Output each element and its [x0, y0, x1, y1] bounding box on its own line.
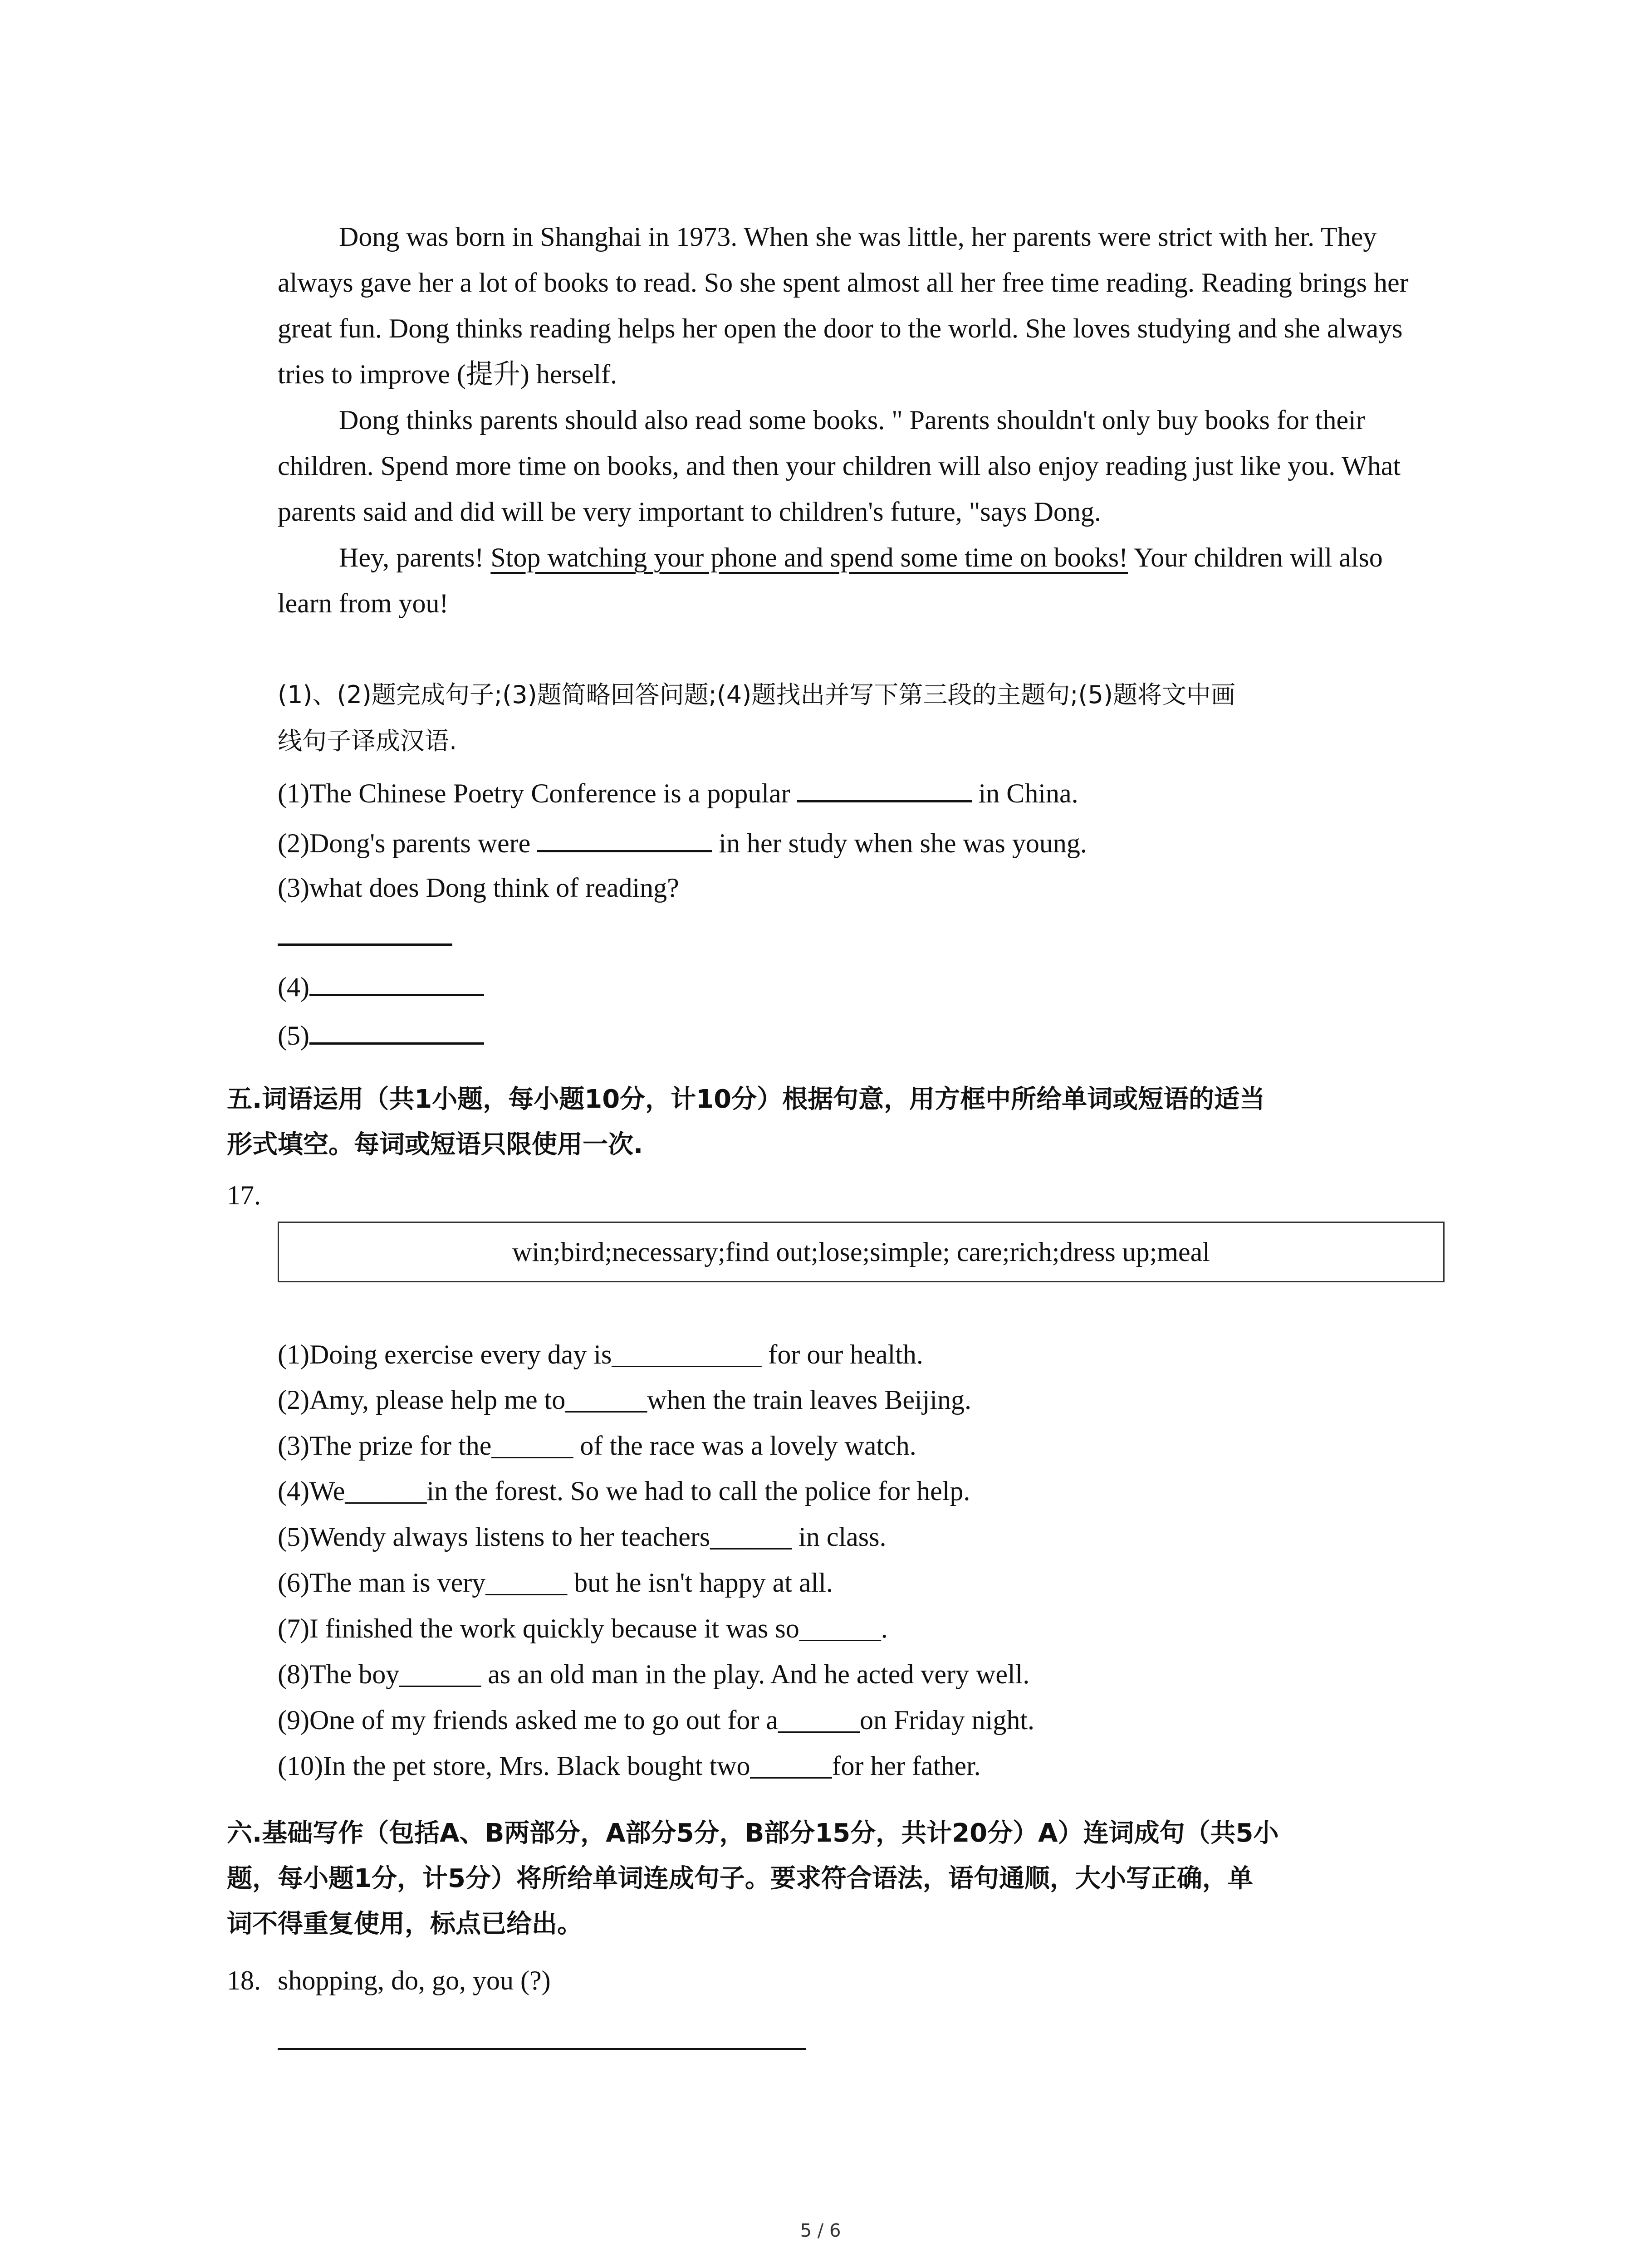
- q17-item-1: (1)Doing exercise every day is___________ for our health.: [278, 1339, 923, 1369]
- question-18-number: 18.: [227, 1965, 261, 1995]
- underlined-sentence: Stop watching your phone and spend some time on books!: [490, 543, 1128, 572]
- section-5-heading-line-1: 五.词语运用（共1小题，每小题10分，计10分）根据句意，用方框中所给单词或短语的适当: [227, 1085, 1265, 1114]
- section-6-heading-line-1: 六.基础写作（包括A、B两部分，A部分5分，B部分15分，共计20分）A）连词成句（共5小: [227, 1818, 1279, 1848]
- q17-item-4: (4)We______in the forest. So we had to call the police for help.: [278, 1476, 970, 1506]
- section-6-heading-line-3: 词不得重复使用，标点已给出。: [227, 1909, 583, 1939]
- q16-item-3-answer-line[interactable]: [278, 943, 452, 946]
- q17-item-8: (8)The boy______ as an old man in the play. And he acted very well.: [278, 1659, 1030, 1689]
- passage-paragraph-2: Dong thinks parents should also read some books. " Parents shouldn't only buy books for their children. Spend more time on books, and then your children will also enjoy reading just like you. What parents said and did will be very important to children's future, "says Dong.: [278, 405, 1401, 527]
- section-5-heading-line-2: 形式填空。每词或短语只限使用一次.: [227, 1130, 643, 1159]
- q16-item-1: (1)The Chinese Poetry Conference is a popular in China.: [278, 769, 1078, 816]
- q16-item-3: (3)what does Dong think of reading?: [278, 873, 679, 903]
- section-6-heading-line-2: 题，每小题1分，计5分）将所给单词连成句子。要求符合语法，语句通顺，大小写正确，单: [227, 1864, 1253, 1893]
- answer-blank[interactable]: [797, 769, 972, 802]
- q17-item-3: (3)The prize for the______ of the race was a lovely watch.: [278, 1431, 916, 1461]
- q16-item-2: (2)Dong's parents were in her study when she was young.: [278, 819, 1087, 866]
- word-bank-box: [278, 1222, 1445, 1282]
- question-18-text: shopping, do, go, you (?): [278, 1965, 551, 1995]
- answer-blank[interactable]: [309, 1012, 484, 1045]
- q16-instruction-line-1: (1)、(2)题完成句子;(3)题简略回答问题;(4)题找出并写下第三段的主题句;(5)题将文中画: [278, 680, 1236, 709]
- q17-item-10: (10)In the pet store, Mrs. Black bought two______for her father.: [278, 1751, 981, 1781]
- answer-blank[interactable]: [309, 963, 484, 996]
- page-number: 5 / 6: [800, 2220, 841, 2241]
- q16-item-5: (5): [278, 1012, 484, 1059]
- q17-item-5: (5)Wendy always listens to her teachers______ in class.: [278, 1522, 887, 1552]
- q17-item-6: (6)The man is very______ but he isn't happy at all.: [278, 1568, 833, 1598]
- word-bank-text: win;bird;necessary;find out;lose;simple; care;rich;dress up;meal: [512, 1237, 1210, 1267]
- passage-paragraph-3: Hey, parents! Stop watching your phone and spend some time on books! Your children will also learn from you!: [278, 543, 1383, 618]
- q17-item-2: (2)Amy, please help me to______when the train leaves Beijing.: [278, 1385, 972, 1415]
- q17-item-7: (7)I finished the work quickly because it was so______.: [278, 1613, 888, 1643]
- passage-paragraph-1: Dong was born in Shanghai in 1973. When she was little, her parents were strict with her. They always gave her a lot of books to read. So she spent almost all her free time reading. Reading brings her great fun. Dong thinks reading helps her open the door to the world. She loves studying and she always tries to improve (提升) herself.: [278, 222, 1409, 389]
- answer-blank[interactable]: [537, 819, 712, 852]
- q17-item-9: (9)One of my friends asked me to go out for a______on Friday night.: [278, 1705, 1035, 1735]
- q16-instruction-line-2: 线句子译成汉语.: [278, 727, 457, 755]
- q16-item-4: (4): [278, 963, 484, 1010]
- q18-answer-line[interactable]: [278, 2048, 806, 2050]
- question-17-number: 17.: [227, 1180, 261, 1210]
